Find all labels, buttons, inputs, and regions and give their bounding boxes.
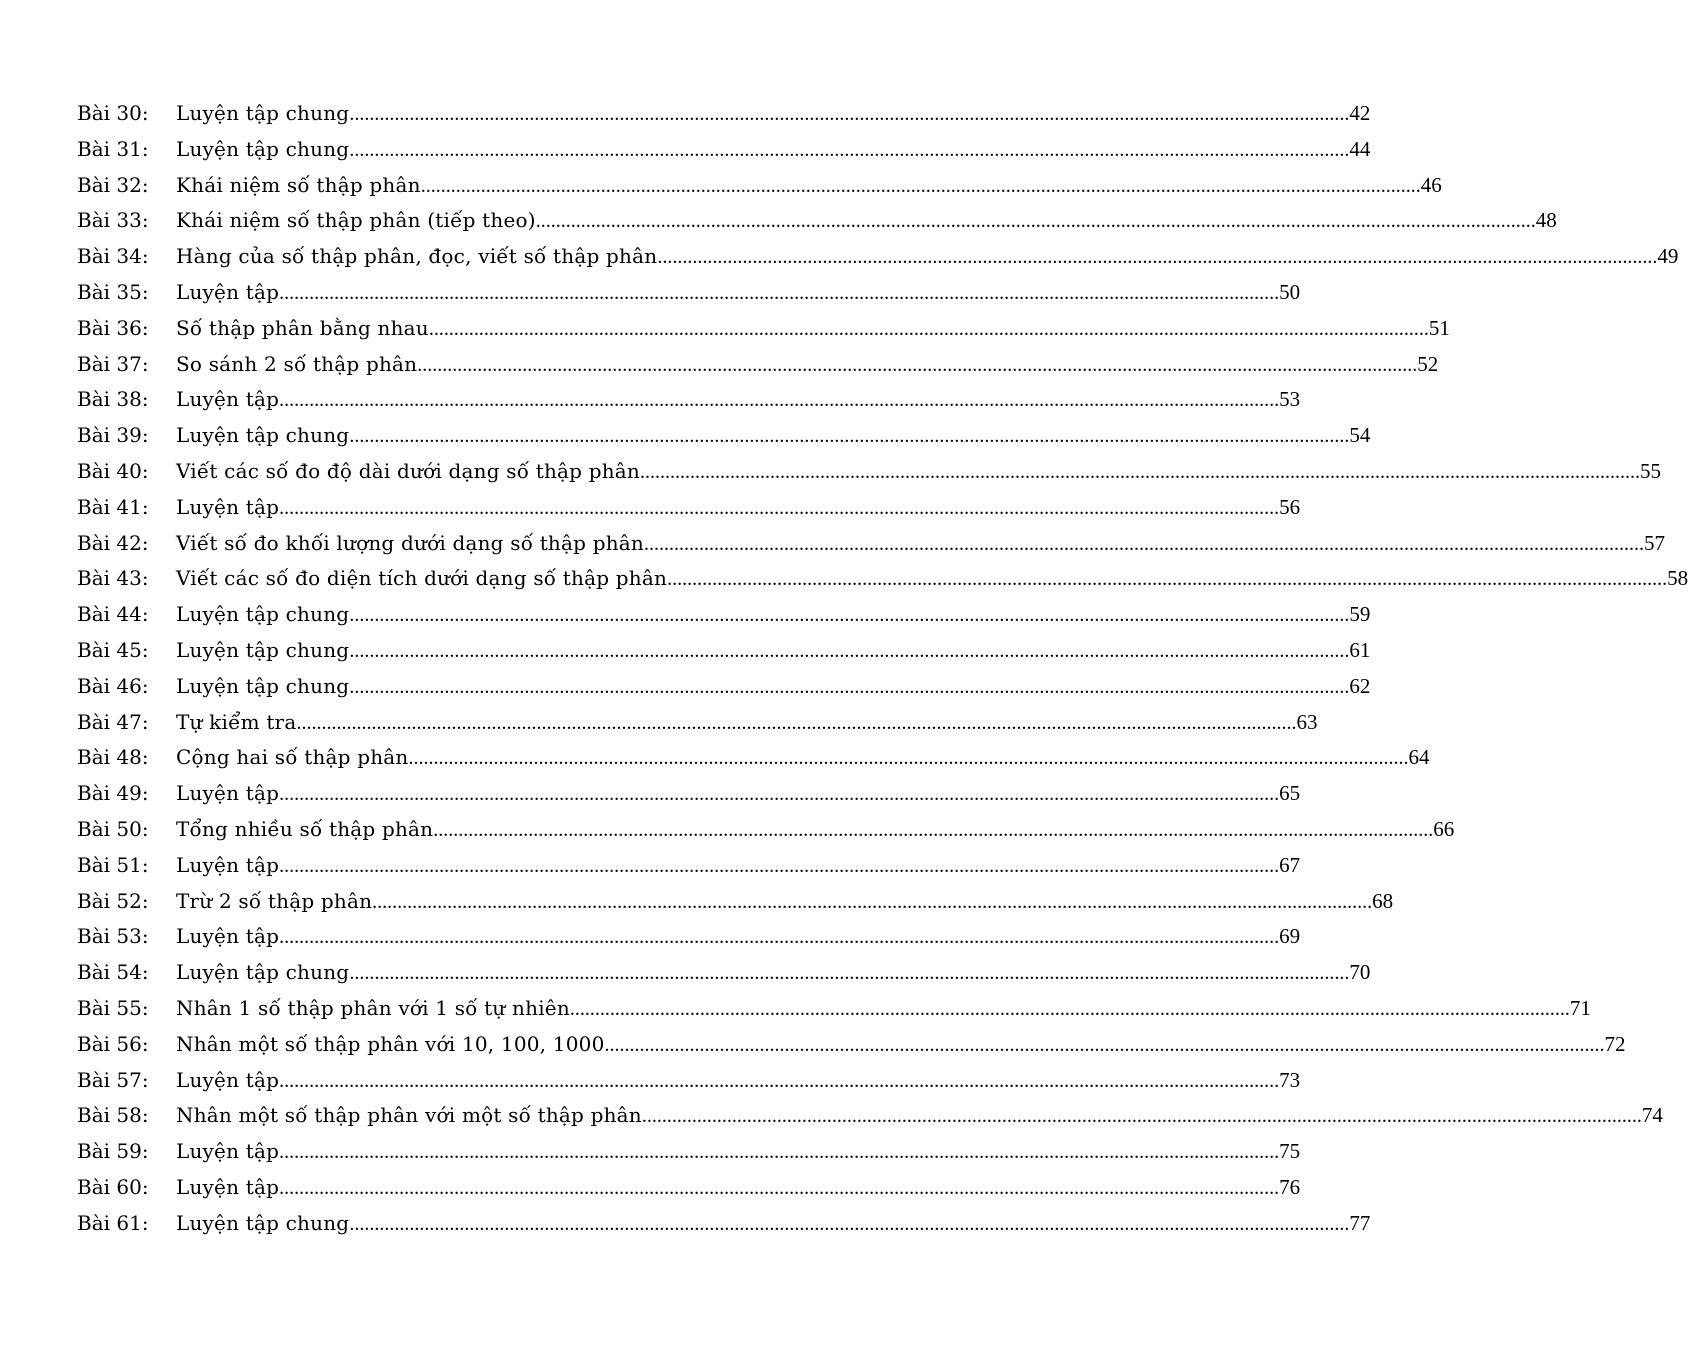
lesson-number: Bài 50: [77,816,149,841]
page-number: 66 [1433,816,1455,841]
lesson-title: Luyện tập chung [176,101,350,125]
page-number: 61 [1349,637,1371,662]
toc-entry [77,991,1591,1027]
toc-entry [77,884,1394,920]
dot-leader [570,992,1570,1028]
page-number: 62 [1349,673,1371,698]
page-number: 49 [1657,244,1679,269]
lesson-title: Luyện tập chung [176,136,350,161]
lesson-title: Khái niệm số thập phân [176,172,421,197]
lesson-title: Luyện tập [176,781,280,806]
toc-entry [77,418,1371,454]
lesson-title: Luyện tập chung [176,602,350,627]
lesson-title: Viết số đo khối lượng dưới dạng số thập phân [176,530,644,555]
lesson-number: Bài 32: [77,172,149,197]
lesson-number: Bài 53: [77,924,149,949]
dot-leader [279,920,1279,956]
page-number: 65 [1279,781,1301,806]
toc-entry [77,490,1301,526]
toc-entry [77,132,1371,168]
toc-entry [77,311,1450,347]
lesson-title: Luyện tập [176,852,280,877]
page-number: 48 [1535,208,1557,233]
page-number: 69 [1279,924,1301,949]
lesson-title: Luyện tập chung [176,1210,350,1235]
dot-leader [279,1064,1279,1100]
dot-leader [421,169,1421,205]
lesson-title: Nhân 1 số thập phân với 1 số tự nhiên [176,995,570,1020]
lesson-number: Bài 33: [77,208,149,233]
toc-entry [77,776,1301,812]
page-number: 59 [1349,602,1371,627]
page-number: 71 [1569,995,1591,1020]
lesson-title: Luyện tập chung [176,423,350,448]
page-number: 44 [1349,136,1371,161]
dot-leader [296,706,1296,742]
page-number: 76 [1279,1174,1301,1199]
toc-entry [77,1098,1663,1134]
lesson-number: Bài 42: [77,530,149,555]
dot-leader [605,1028,1605,1064]
dot-leader [349,634,1349,670]
toc-entry [77,1027,1626,1063]
page-number: 64 [1408,745,1430,770]
lesson-number: Bài 59: [77,1139,149,1164]
lesson-title: Luyện tập [176,387,280,412]
table-of-contents [77,96,1688,1242]
dot-leader [349,419,1349,455]
lesson-title: Nhân một số thập phân với 10, 100, 1000 [176,1031,605,1056]
lesson-title: Luyện tập [176,279,280,304]
page-number: 57 [1644,530,1665,555]
toc-entry [77,1063,1301,1099]
dot-leader [409,741,1409,777]
lesson-title: So sánh 2 số thập phân [176,351,418,376]
page-number: 73 [1279,1067,1301,1092]
toc-entry [77,669,1371,705]
toc-entry [77,705,1318,741]
lesson-title: Khái niệm số thập phân (tiếp theo) [176,208,536,233]
toc-entry [77,526,1665,562]
lesson-number: Bài 49: [77,781,149,806]
dot-leader [349,133,1349,169]
lesson-number: Bài 51: [77,852,149,877]
lesson-number: Bài 48: [77,745,149,770]
lesson-title: Luyện tập [176,1139,280,1164]
lesson-title: Tự kiểm tra [176,709,297,734]
dot-leader [644,527,1644,563]
page-number: 67 [1279,852,1301,877]
page-number: 75 [1279,1139,1301,1164]
lesson-number: Bài 38: [77,387,149,412]
dot-leader [640,455,1640,491]
dot-leader [642,1099,1642,1135]
toc-entry [77,203,1557,239]
lesson-number: Bài 61: [77,1210,149,1235]
page-number: 77 [1349,1210,1371,1235]
toc-entry [77,239,1679,275]
page-number: 55 [1640,458,1662,483]
lesson-number: Bài 36: [77,315,149,340]
lesson-number: Bài 45: [77,637,149,662]
lesson-title: Luyện tập chung [176,637,350,662]
lesson-title: Trừ 2 số thập phân [176,888,373,913]
lesson-number: Bài 60: [77,1174,149,1199]
lesson-title: Viết các số đo diện tích dưới dạng số thập phân [176,566,668,591]
dot-leader [429,312,1429,348]
toc-entry [77,812,1455,848]
lesson-number: Bài 43: [77,566,149,591]
toc-entry [77,1170,1301,1206]
lesson-number: Bài 39: [77,423,149,448]
toc-entry [77,382,1301,418]
page-number: 56 [1279,494,1301,519]
dot-leader [433,813,1433,849]
toc-entry [77,740,1430,776]
toc-entry [77,96,1371,132]
page-number: 53 [1279,387,1301,412]
dot-leader [349,1207,1349,1243]
page-number: 46 [1420,172,1442,197]
lesson-title: Cộng hai số thập phân [176,745,409,770]
lesson-title: Viết các số đo độ dài dưới dạng số thập phân [176,458,641,483]
lesson-title: Nhân một số thập phân với một số thập phân [176,1103,642,1128]
lesson-title: Luyện tập [176,924,280,949]
page-number: 72 [1604,1031,1626,1056]
lesson-number: Bài 47: [77,709,149,734]
toc-entry [77,848,1301,884]
page-number: 68 [1372,888,1394,913]
toc-entry [77,633,1371,669]
dot-leader [279,1171,1279,1207]
page-number: 52 [1417,351,1439,376]
lesson-number: Bài 35: [77,279,149,304]
page-number: 58 [1667,566,1688,591]
lesson-title: Luyện tập [176,494,280,519]
lesson-number: Bài 55: [77,995,149,1020]
page-number: 51 [1428,315,1450,340]
toc-entry [77,597,1371,633]
page-number: 74 [1641,1103,1663,1128]
dot-leader [279,849,1279,885]
lesson-title: Hàng của số thập phân, đọc, viết số thập phân [176,244,658,269]
dot-leader [667,562,1667,598]
lesson-number: Bài 44: [77,602,149,627]
lesson-title: Tổng nhiều số thập phân [176,816,434,841]
toc-entry [77,955,1371,991]
dot-leader [279,383,1279,419]
lesson-title: Luyện tập [176,1174,280,1199]
page-number: 70 [1349,960,1371,985]
dot-leader [349,670,1349,706]
lesson-number: Bài 34: [77,244,149,269]
lesson-title: Luyện tập [176,1067,280,1092]
lesson-number: Bài 58: [77,1103,149,1128]
dot-leader [657,240,1657,276]
lesson-title: Số thập phân bằng nhau [176,315,429,340]
lesson-number: Bài 30: [77,101,149,125]
toc-entry [77,275,1301,311]
lesson-title: Luyện tập chung [176,960,350,985]
toc-entry [77,561,1688,597]
lesson-number: Bài 31: [77,136,149,161]
dot-leader [279,276,1279,312]
page-number: 63 [1296,709,1318,734]
lesson-number: Bài 37: [77,351,149,376]
toc-entry [77,1134,1301,1170]
toc-entry [77,919,1301,955]
dot-leader [279,777,1279,813]
toc-entry [77,347,1439,383]
lesson-number: Bài 57: [77,1067,149,1092]
lesson-number: Bài 52: [77,888,149,913]
dot-leader [279,1135,1279,1171]
toc-entry [77,168,1442,204]
dot-leader [536,204,1536,240]
dot-leader [349,956,1349,992]
toc-entry [77,454,1662,490]
page-number: 42 [1349,101,1371,125]
lesson-title: Luyện tập chung [176,673,350,698]
lesson-number: Bài 41: [77,494,149,519]
page-number: 54 [1349,423,1371,448]
lesson-number: Bài 54: [77,960,149,985]
dot-leader [417,348,1417,384]
page-number: 50 [1279,279,1301,304]
toc-entry [77,1206,1371,1242]
lesson-number: Bài 56: [77,1031,149,1056]
lesson-number: Bài 40: [77,458,149,483]
dot-leader [372,885,1372,921]
lesson-number: Bài 46: [77,673,149,698]
dot-leader [349,97,1349,133]
dot-leader [349,598,1349,634]
dot-leader [279,491,1279,527]
